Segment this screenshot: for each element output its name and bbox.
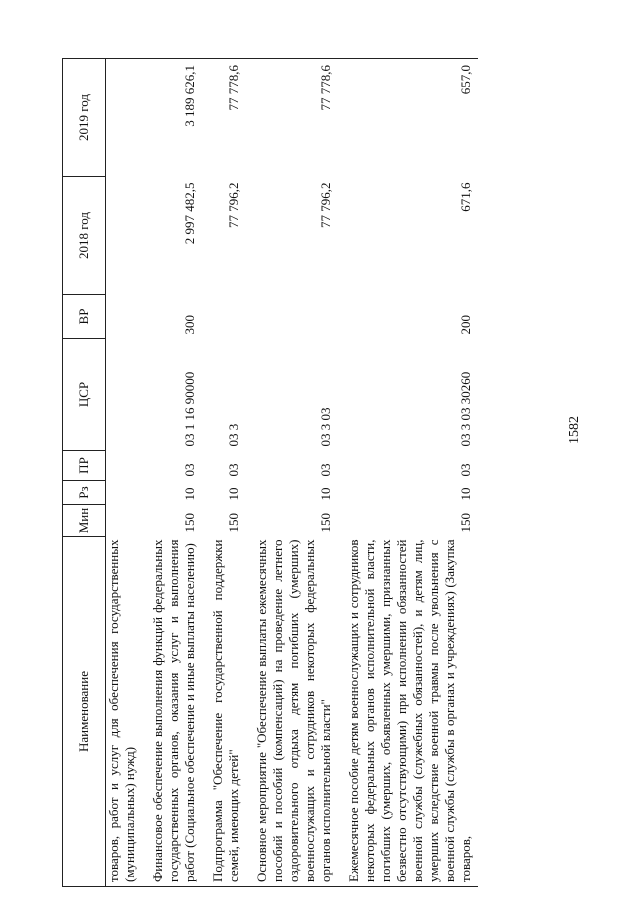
table-row xyxy=(246,59,338,887)
table-row xyxy=(106,59,143,887)
row-2018: 2 997 482,5 xyxy=(182,182,197,245)
row-rz: 10 xyxy=(318,487,333,501)
row-csr: 03 3 03 30260 xyxy=(458,371,473,447)
header-2018: 2018 год xyxy=(63,177,106,295)
table-row xyxy=(202,59,246,887)
table-header xyxy=(63,59,106,887)
row-pr: 03 xyxy=(226,463,241,477)
header-csr: ЦСР xyxy=(63,339,106,451)
row-name: Ежемесячное пособие детям военнослужащих и сотрудников некоторых федеральных органов исполнительной власти, погибших (умерших, объявленных умершими, признанных безвестно отсутствующими) при исполнении обязанностей военной службы (служебных обязанностей), и детям лиц, умерших вследствие военной травмы после увольнения с военной службы (службы в органах и учреждениях) (Закупка товаров, xyxy=(338,537,478,887)
header-row xyxy=(63,59,106,887)
row-min: 150 xyxy=(458,513,473,533)
row-pr: 03 xyxy=(182,463,197,477)
row-2018 xyxy=(106,177,143,295)
row-2019: 77 778,6 xyxy=(246,59,338,177)
row-rz xyxy=(106,481,143,505)
row-name: товаров, работ и услуг для обеспечения государственных (муниципальных) нужд) xyxy=(106,537,143,887)
row-csr: 03 1 16 90000 xyxy=(182,371,197,447)
row-name: Основное мероприятие "Обеспечение выплаты ежемесячных пособий и пособий (компенсаций) на проведение летнего оздоровительного отдыха детям погибших (умерших) военнослужащих и сотрудников некоторых федеральных органов исполнительной власти" xyxy=(246,537,338,887)
row-pr: 03 xyxy=(318,463,333,477)
row-rz: 10 xyxy=(458,487,473,501)
row-name: Финансовое обеспечение выполнения функций федеральных государственных органов, оказания услуг и выполнения работ (Социальное обеспечение и иные выплаты населению) xyxy=(142,537,202,887)
header-vr: ВР xyxy=(63,295,106,339)
table-body xyxy=(106,59,479,887)
row-vr: 300 xyxy=(182,315,197,335)
budget-table xyxy=(62,58,478,887)
row-csr: 03 3 xyxy=(226,423,241,447)
row-rz: 10 xyxy=(226,487,241,501)
row-2018: 671,6 xyxy=(458,182,473,212)
header-2019: 2019 год xyxy=(63,59,106,177)
row-vr: 200 xyxy=(458,315,473,335)
row-pr xyxy=(106,451,143,481)
row-pr: 03 xyxy=(458,463,473,477)
table-row xyxy=(142,59,202,887)
row-2019 xyxy=(106,59,143,177)
row-csr: 03 3 03 xyxy=(318,407,333,447)
row-2018: 77 796,2 xyxy=(226,182,241,228)
header-rz: Рз xyxy=(63,481,106,505)
row-2019: 657,0 xyxy=(338,59,478,177)
row-vr xyxy=(202,295,246,339)
table-row xyxy=(338,59,478,887)
row-name: Подпрограмма "Обеспечение государственной поддержки семей, имеющих детей" xyxy=(202,537,246,887)
row-vr xyxy=(106,295,143,339)
header-name: Наименование xyxy=(63,537,106,887)
page-number: 1582 xyxy=(567,416,582,444)
row-min: 150 xyxy=(226,513,241,533)
budget-table-container xyxy=(62,59,542,887)
row-min: 150 xyxy=(182,513,197,533)
row-2018: 77 796,2 xyxy=(318,182,333,228)
row-csr xyxy=(106,339,143,451)
row-vr xyxy=(246,295,338,339)
row-min: 150 xyxy=(318,513,333,533)
row-min xyxy=(106,505,143,537)
row-rz: 10 xyxy=(182,487,197,501)
row-2019: 3 189 626,1 xyxy=(142,59,202,177)
row-2019: 77 778,6 xyxy=(202,59,246,177)
header-min: Мин xyxy=(63,505,106,537)
header-pr: ПР xyxy=(63,451,106,481)
